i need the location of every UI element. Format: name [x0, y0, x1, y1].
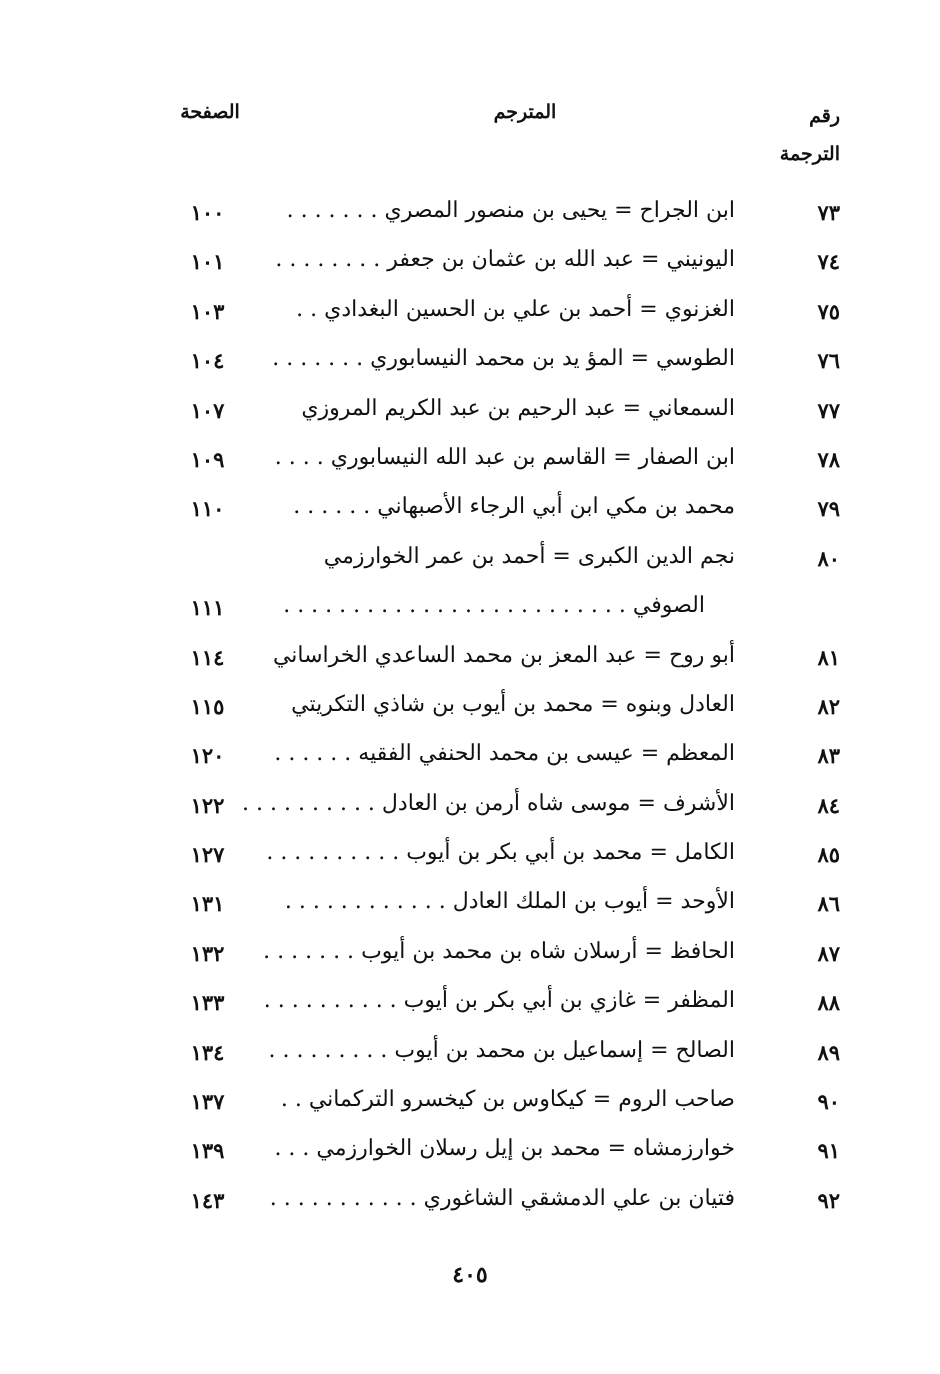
- entry-title: ابن الصفار = القاسم بن عبد الله النيسابوري: [330, 444, 735, 470]
- entry-number: ٧٤: [817, 249, 840, 275]
- column-header-entry-number: [780, 104, 840, 166]
- leader-dots: . . . . . . . . . .: [266, 840, 400, 866]
- entry-page-number: ١٠٩: [190, 446, 225, 472]
- index-entry-row: [0, 1128, 940, 1177]
- entry-page-number: ١١٥: [190, 693, 225, 719]
- entry-title-line: [283, 593, 705, 619]
- leader-dots: . .: [280, 1087, 302, 1113]
- entry-number: ٨٩: [817, 1039, 840, 1065]
- leader-dots: . . .: [274, 1136, 310, 1162]
- index-entry-row: [0, 1030, 940, 1079]
- entry-title-line: [272, 642, 735, 668]
- page-number: ٤٠٥: [452, 1262, 488, 1288]
- entry-number: ٨٠: [817, 545, 840, 571]
- entry-title: الغزنوي = أحمد بن علي بن الحسين البغدادي: [324, 296, 735, 322]
- entry-title: صاحب الروم = كيكاوس بن كيخسرو التركماني: [308, 1087, 735, 1113]
- entry-title-line: [284, 889, 735, 915]
- entry-title-line: [300, 396, 735, 421]
- entry-number: ٨٥: [817, 842, 840, 868]
- leader-dots: . . . . . . . . .: [268, 1037, 388, 1063]
- entry-title: ابن الجراح = يحيى بن منصور المصري: [384, 198, 735, 223]
- index-entry-row: [0, 881, 940, 930]
- index-entry-row: [0, 338, 940, 387]
- entry-number: ٧٨: [817, 446, 840, 472]
- leader-dots: . . . . . . .: [286, 198, 378, 223]
- entry-title: خوارزمشاه = محمد بن إيل رسلان الخوارزمي: [316, 1136, 735, 1162]
- entry-page-number: ١٣٢: [190, 940, 225, 966]
- entry-title: اليونيني = عبد الله بن عثمان بن جعفر: [387, 247, 735, 273]
- entry-page-number: ١٠٣: [190, 298, 225, 324]
- entry-page-number: ١٣٣: [190, 990, 225, 1016]
- entry-page-number: ١٠٤: [190, 348, 225, 374]
- entry-page-number: ١١٠: [190, 496, 225, 522]
- index-entry-row: [0, 289, 940, 338]
- entry-title: الصالح = إسماعيل بن محمد بن أيوب: [394, 1037, 735, 1063]
- leader-dots: . . . . . . .: [272, 346, 364, 372]
- entry-title-line: [269, 1185, 735, 1211]
- entry-number: ٨٦: [817, 891, 840, 917]
- entry-number: ٧٩: [817, 496, 840, 522]
- leader-dots: . .: [296, 296, 318, 322]
- index-entry-row: [0, 388, 940, 437]
- entry-title-line: [296, 296, 735, 322]
- index-entries-list: [0, 190, 940, 1227]
- entry-title: الحافظ = أرسلان شاه بن محمد بن أيوب: [361, 938, 735, 964]
- entry-page-number: ١٠٠: [190, 200, 225, 225]
- entry-number: ٨٨: [817, 990, 840, 1016]
- index-entry-row: [0, 239, 940, 288]
- entry-title-line: [266, 840, 735, 866]
- entry-title: المعظم = عيسى بن محمد الحنفي الفقيه: [358, 741, 735, 767]
- index-entry-row: [0, 437, 940, 486]
- entry-page-number: ١٢٧: [190, 842, 225, 868]
- leader-dots: . . . . . . . . . .: [263, 988, 397, 1014]
- entry-number: ٨٢: [817, 693, 840, 719]
- entry-page-number: ١٢٠: [190, 743, 225, 769]
- entry-title-line: [263, 988, 735, 1014]
- column-header-translated: المترجم: [493, 101, 557, 123]
- index-entry-row: [0, 980, 940, 1029]
- entry-page-number: ١٠٧: [190, 397, 225, 423]
- entry-number: ٩٠: [817, 1089, 840, 1115]
- entry-title: الطوسي = المؤ يد بن محمد النيسابوري: [370, 346, 735, 372]
- entry-title-line: [275, 247, 735, 273]
- entry-number: ٩٢: [817, 1187, 840, 1213]
- column-header-page: الصفحة: [180, 101, 240, 123]
- entry-number: ٧٧: [817, 397, 840, 423]
- entry-title-line: [286, 198, 735, 223]
- entry-title: العادل وبنوه = محمد بن أيوب بن شاذي التكريتي: [291, 691, 735, 717]
- entry-number: ٨١: [817, 644, 840, 670]
- entry-title: المظفر = غازي بن أبي بكر بن أيوب: [403, 988, 735, 1014]
- entry-page-number: ١٢٢: [190, 792, 225, 818]
- index-entry-row: [0, 931, 940, 980]
- entry-title-line: [300, 544, 735, 569]
- leader-dots: . . . . . . . . . . . .: [284, 889, 446, 915]
- entry-title-line: [293, 494, 735, 520]
- entry-number: ٩١: [817, 1138, 840, 1164]
- entry-title-line: [274, 444, 735, 470]
- entry-page-number: ١١٤: [190, 644, 225, 670]
- entry-number: ٧٣: [817, 200, 840, 225]
- entry-title: فتيان بن علي الدمشقي الشاغوري: [423, 1185, 735, 1211]
- index-entry-row: [0, 684, 940, 733]
- index-entry-row: [0, 1079, 940, 1128]
- entry-page-number: ١٠١: [190, 249, 225, 275]
- index-entry-row: [0, 190, 940, 239]
- entry-title: نجم الدين الكبرى = أحمد بن عمر الخوارزمي: [323, 543, 735, 569]
- entry-number-header-line2: الترجمة: [779, 143, 840, 165]
- entry-title: الأوحد = أيوب بن الملك العادل: [452, 889, 735, 915]
- entry-title: الصوفي: [632, 593, 705, 619]
- index-entry-row: [0, 783, 940, 832]
- index-entry-row: [0, 486, 940, 535]
- entry-title-line: [263, 938, 735, 964]
- entry-number: ٧٥: [817, 298, 840, 324]
- entry-title-line: [274, 1136, 735, 1162]
- entry-title: الكامل = محمد بن أبي بكر بن أيوب: [406, 840, 735, 866]
- leader-dots: . . . . . .: [274, 741, 352, 767]
- index-entry-row: [0, 733, 940, 782]
- index-entry-row: [0, 832, 940, 881]
- entry-number: ٧٦: [817, 348, 840, 374]
- entry-title-line: [274, 741, 735, 767]
- entry-title-line: [272, 346, 735, 372]
- entry-number: ٨٤: [817, 792, 840, 818]
- leader-dots: . . . . . . . . . . .: [269, 1185, 417, 1211]
- entry-title-line: [280, 1087, 735, 1113]
- entry-page-number: ١٣١: [190, 891, 225, 917]
- leader-dots: . . . . . . . .: [275, 247, 381, 273]
- entry-title: أبو روح = عبد المعز بن محمد الساعدي الخراساني: [272, 642, 735, 668]
- entry-number-header-line1: رقم: [809, 105, 840, 127]
- entry-page-number: ١٤٣: [190, 1187, 225, 1213]
- entry-page-number: ١١١: [190, 595, 225, 621]
- entry-title-line: [291, 691, 735, 717]
- entry-number: ٨٧: [817, 940, 840, 966]
- entry-page-number: ١٣٧: [190, 1089, 225, 1115]
- entry-number: ٨٣: [817, 743, 840, 769]
- index-entry-row: [0, 536, 940, 585]
- entry-title-line: [268, 1037, 735, 1063]
- entry-page-number: ١٣٩: [190, 1138, 225, 1164]
- entry-title: الأشرف = موسى شاه أرمن بن العادل: [381, 790, 735, 816]
- index-entry-row: [0, 635, 940, 684]
- leader-dots: . . . . . . .: [263, 938, 355, 964]
- entry-title-line: [242, 790, 735, 816]
- index-entry-row: [0, 1178, 940, 1227]
- leader-dots: . . . . . .: [293, 494, 371, 520]
- entry-title: محمد بن مكي ابن أبي الرجاء الأصبهاني: [377, 494, 735, 520]
- leader-dots: . . . . . . . . . .: [242, 790, 375, 816]
- entry-page-number: ١٣٤: [190, 1039, 225, 1065]
- index-entry-row: [0, 585, 940, 634]
- leader-dots: . . . .: [274, 444, 324, 470]
- entry-title: السمعاني = عبد الرحيم بن عبد الكريم المروزي: [301, 395, 735, 421]
- leader-dots: . . . . . . . . . . . . . . . . . . . . . . . . .: [283, 593, 626, 619]
